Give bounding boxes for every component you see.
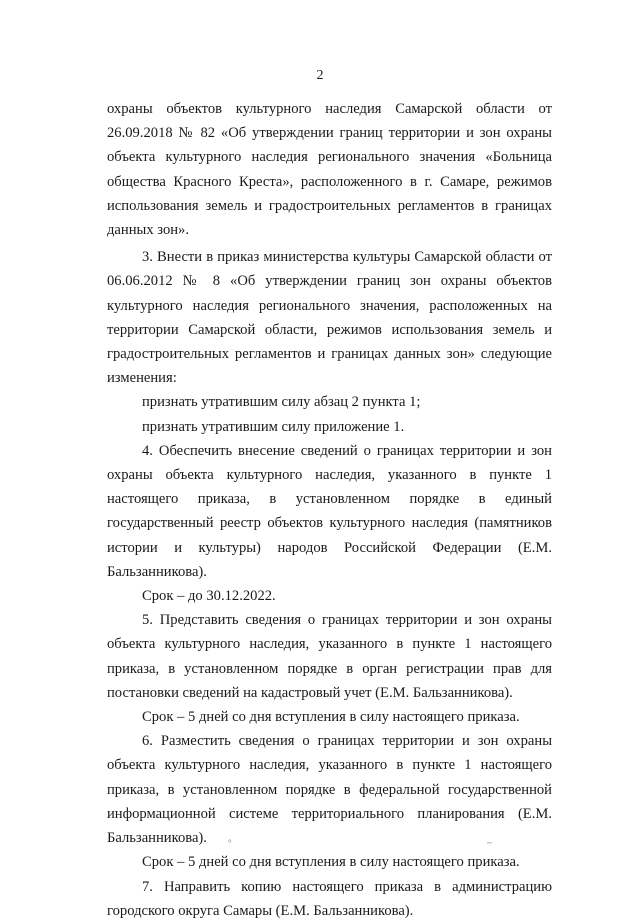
paragraph-item-5: 5. Представить сведения о границах территории и зон охраны объекта культурного наследия, указанного в пункте 1 настоящего приказа, в установленном порядке в орган регистрации прав для постановки сведений на кадастровый учет (Е.М. Бальзанникова).: [107, 612, 552, 701]
document-body: [107, 97, 552, 923]
footer-mark-right: ~: [487, 838, 492, 848]
paragraph-item-3-sub-1: признать утратившим силу абзац 2 пункта 1;: [142, 394, 421, 411]
footer-mark-left: °: [228, 838, 232, 848]
paragraph-deadline-4: Срок – до 30.12.2022.: [142, 588, 276, 605]
page-number: 2: [316, 68, 324, 83]
paragraph-item-3: 3. Внести в приказ министерства культуры Самарской области от 06.06.2012 № 8 «Об утверждении границ зон охраны объектов культурного наследия регионального значения, расположенных на территории Самарской области, режимов использования земель и градостроительных регламентов и границах данных зон» следующие изменения:: [107, 249, 552, 387]
paragraph-item-4: 4. Обеспечить внесение сведений о границах территории и зон охраны объекта культурного наследия, указанного в пункте 1 настоящего приказа, в установленном порядке в единый государственный реестр объектов культурного наследия (памятников истории и культуры) народов Российской Федерации (Е.М. Бальзанникова).: [107, 442, 552, 580]
paragraph-deadline-5: Срок – 5 дней со дня вступления в силу настоящего приказа.: [142, 709, 520, 726]
paragraph-deadline-6: Срок – 5 дней со дня вступления в силу настоящего приказа.: [142, 854, 520, 871]
paragraph-item-3-sub-2: признать утратившим силу приложение 1.: [142, 418, 405, 435]
paragraph-continuation: охраны объектов культурного наследия Самарской области от 26.09.2018 № 82 «Об утверждении границ территории и зон охраны объекта культурного наследия регионального значения «Больница общества Красного Креста», расположенного в г. Самаре, режимов использования земель и градостроительных регламентов в границах данных зон».: [107, 101, 552, 239]
paragraph-item-7: 7. Направить копию настоящего приказа в администрацию городского округа Самары (Е.М. Бальзанникова).: [107, 878, 552, 919]
paragraph-item-6: 6. Разместить сведения о границах территории и зон охраны объекта культурного наследия, указанного в пункте 1 настоящего приказа, в установленном порядке в федеральной государственной информационной системе территориального планирования (Е.М. Бальзанникова).: [107, 733, 552, 847]
